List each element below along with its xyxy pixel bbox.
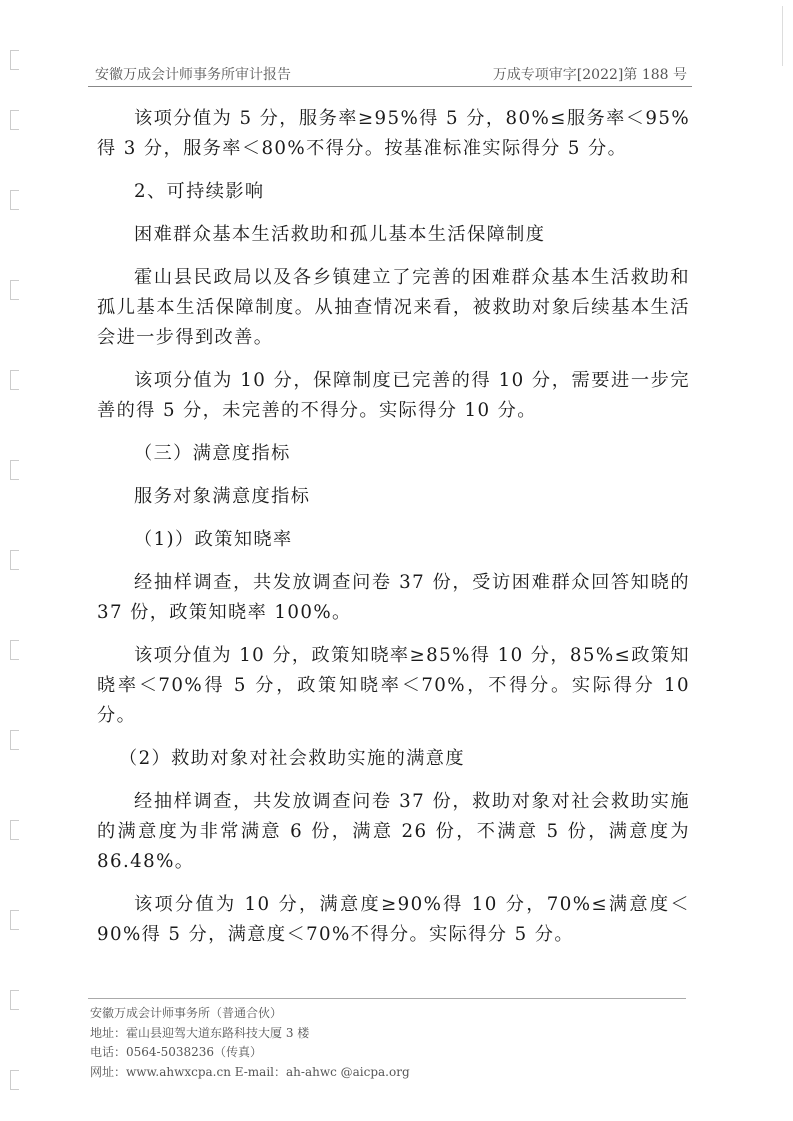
- subsection-security-system-heading: 困难群众基本生活救助和孤儿基本生活保障制度: [134, 224, 546, 245]
- header-report-number: 万成专项审字[2022]第 188 号: [492, 67, 687, 83]
- paragraph-service-rate-score: 该项分值为 5 分，服务率≥95%得 5 分，80%≤服务率＜95%得 3 分，服务率＜80%不得分。按基准标准实际得分 5 分。: [97, 108, 690, 159]
- page-header: [95, 64, 687, 84]
- paragraph-policy-awareness-score: 该项分值为 10 分，政策知晓率≥85%得 10 分，85%≤政策知晓率＜70%得 5 分，政策知晓率＜70%，不得分。实际得分 10 分。: [97, 645, 690, 726]
- header-divider: [88, 86, 692, 87]
- footer-firm-name: 安徽万成会计师事务所（普通合伙）: [90, 1006, 283, 1020]
- item-assistance-satisfaction-heading: （2）救助对象对社会救助实施的满意度: [119, 748, 465, 769]
- footer-web-email: 网址：www.ahwxcpa.cn E-mail：ah-ahwc @aicpa.org: [90, 1064, 410, 1079]
- binding-marks: [8, 40, 22, 1100]
- footer-address: 地址：霍山县迎驾大道东路科技大厦 3 楼: [90, 1025, 310, 1040]
- footer-phone: 电话：0564-5038236（传真）: [90, 1045, 263, 1059]
- subsection-service-satisfaction-heading: 服务对象满意度指标: [134, 486, 311, 507]
- footer-divider: [88, 998, 686, 999]
- paragraph-assistance-satisfaction-survey: 经抽样调查，共发放调查问卷 37 份，救助对象对社会救助实施的满意度为非常满意 6 份，满意 26 份，不满意 5 份，满意度为 86.48%。: [97, 791, 690, 872]
- header-firm-title: 安徽万成会计师事务所审计报告: [95, 67, 291, 83]
- paragraph-assistance-satisfaction-score: 该项分值为 10 分，满意度≥90%得 10 分，70%≤满意度＜90%得 5 分，满意度＜70%不得分。实际得分 5 分。: [97, 894, 690, 945]
- scan-edge-mark: [772, 6, 783, 66]
- paragraph-security-system-score: 该项分值为 10 分，保障制度已完善的得 10 分，需要进一步完善的得 5 分，未完善的不得分。实际得分 10 分。: [97, 370, 690, 421]
- section-sustainability-heading: 2、可持续影响: [134, 181, 265, 202]
- page-footer: [90, 1004, 410, 1082]
- report-body: [97, 104, 690, 963]
- item-policy-awareness-heading: （1)）政策知晓率: [134, 529, 293, 550]
- paragraph-policy-awareness-survey: 经抽样调查，共发放调查问卷 37 份，受访困难群众回答知晓的 37 份，政策知晓率 100%。: [97, 572, 690, 623]
- section-satisfaction-heading: （三）满意度指标: [134, 443, 291, 464]
- paragraph-security-system: 霍山县民政局以及各乡镇建立了完善的困难群众基本生活救助和孤儿基本生活保障制度。从抽查情况来看，被救助对象后续基本生活会进一步得到改善。: [97, 267, 690, 348]
